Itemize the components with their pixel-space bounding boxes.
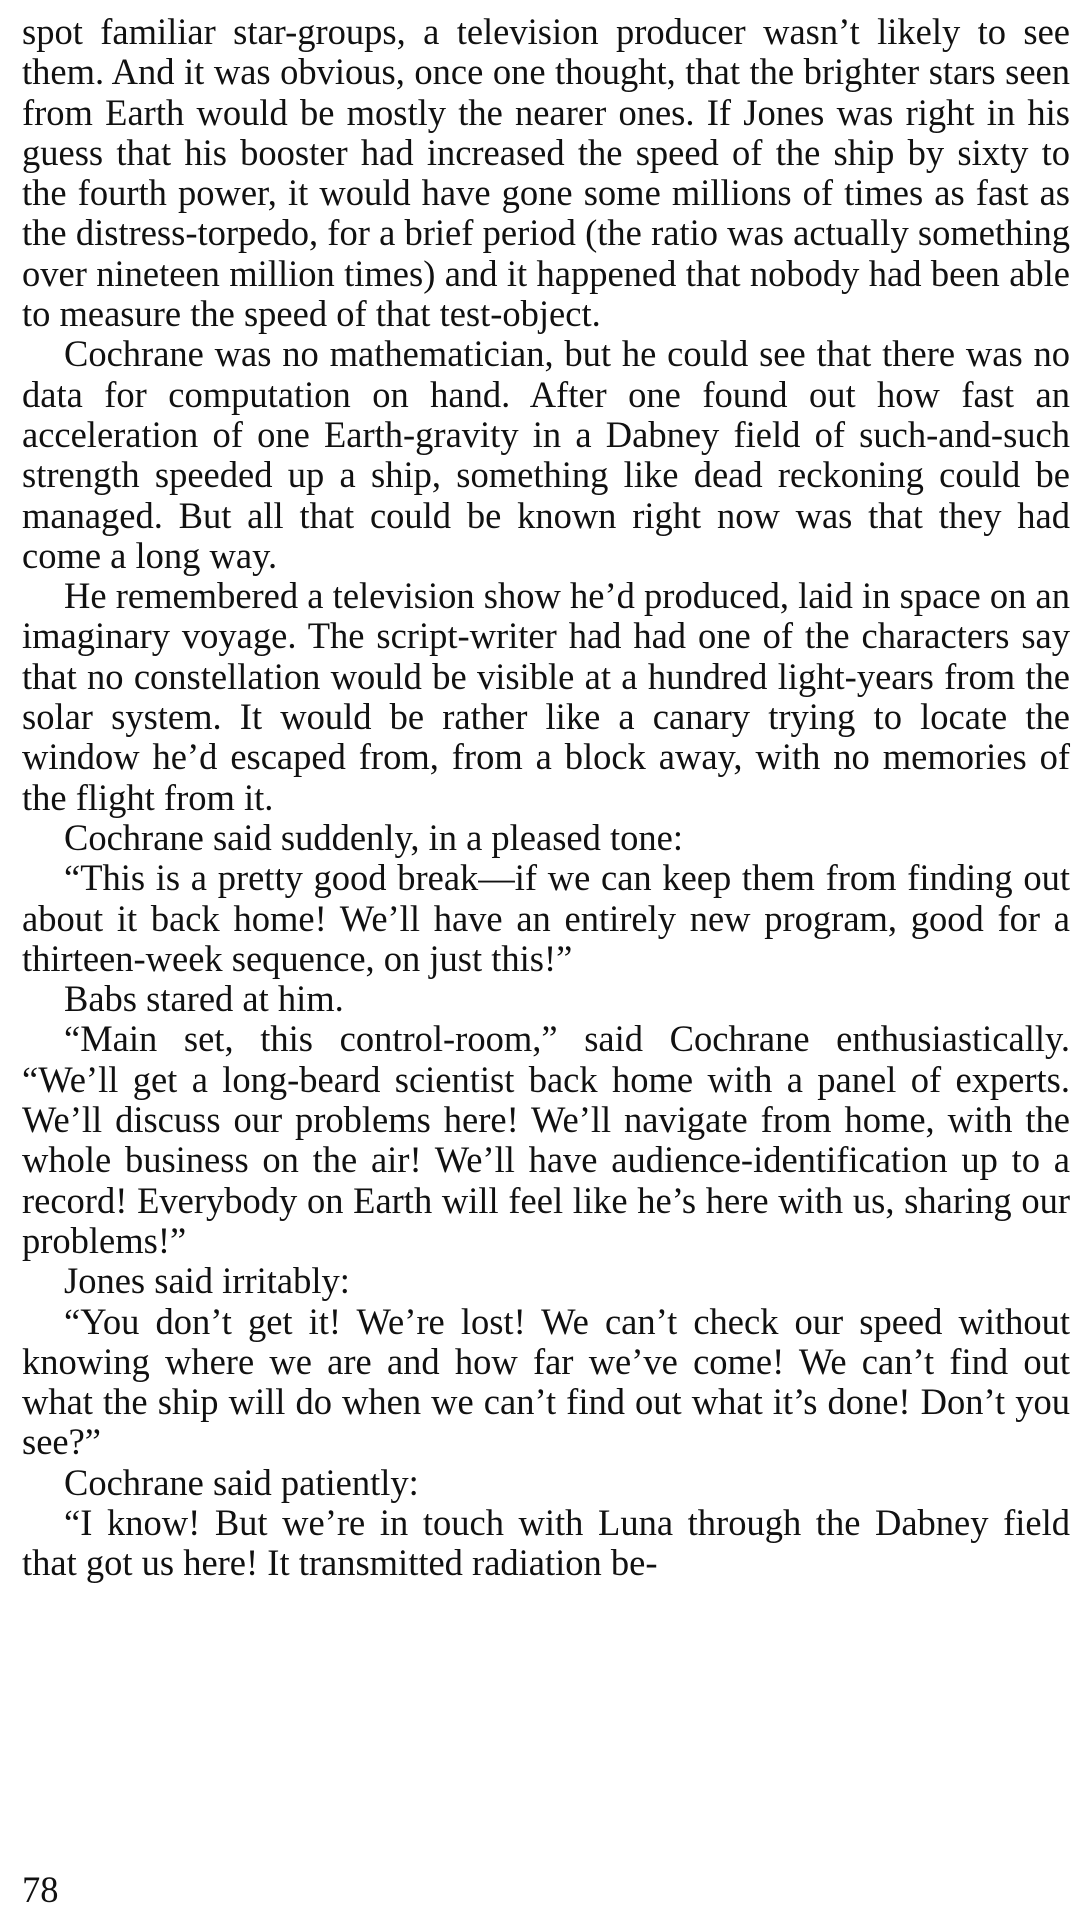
paragraph-4: Cochrane said suddenly, in a pleased tone: (64, 816, 683, 858)
paragraph-10: Cochrane said patiently: (64, 1461, 419, 1503)
paragraph-1: spot familiar star-groups, a television producer wasn’t likely to see them. And it was obvious, once one thought, that the brighter stars seen from Earth would be mostly the nearer ones. If Jones was right in his guess that his booster had increased the speed of the ship by sixty to the fourth power, it would have gone some millions of times as fast as the distress-torpedo, for a brief period (the ratio was actually something over nineteen million times) and it happened that nobody had been able to measure the speed of that test-object. (22, 11, 1070, 335)
page-number: 78 (22, 1869, 59, 1910)
paragraph-9: “You don’t get it! We’re lost! We can’t check our speed without knowing where we are and how far we’ve come! We can’t find out what the ship will do when we can’t find out what it’s done! Don’t you see?” (22, 1300, 1070, 1463)
paragraph-8: Jones said irritably: (64, 1260, 350, 1302)
paragraph-11: “I know! But we’re in touch with Luna through the Dabney field that got us here! It transmitted radiation be- (22, 1501, 1070, 1584)
paragraph-6: Babs stared at him. (64, 978, 344, 1020)
paragraph-5: “This is a pretty good break—if we can keep them from finding out about it back home! We’ll have an entirely new program, good for a thirteen-week sequence, on just this!” (22, 857, 1070, 979)
paragraph-2: Cochrane was no mathematician, but he could see that there was no data for computation on hand. After one found out how fast an acceleration of one Earth-gravity in a Dabney field of such-and-such strength speeded up a ship, something like dead reckoning could be managed. But all that could be known right now was that they had come a long way. (22, 333, 1070, 576)
book-page (22, 12, 1070, 1584)
paragraph-7: “Main set, this control-room,” said Cochrane enthusiastically. “We’ll get a long-beard scientist back home with a panel of experts. We’ll discuss our problems here! We’ll navigate from home, with the whole business on the air! We’ll have audience-identification up to a record! Everybody on Earth will feel like he’s here with us, sharing our problems!” (22, 1018, 1070, 1261)
paragraph-3: He remembered a television show he’d produced, laid in space on an imaginary voyage. The script-writer had had one of the characters say that no constellation would be visible at a hundred light-years from the solar system. It would be rather like a canary trying to locate the window he’d escaped from, from a block away, with no memories of the flight from it. (22, 575, 1070, 818)
